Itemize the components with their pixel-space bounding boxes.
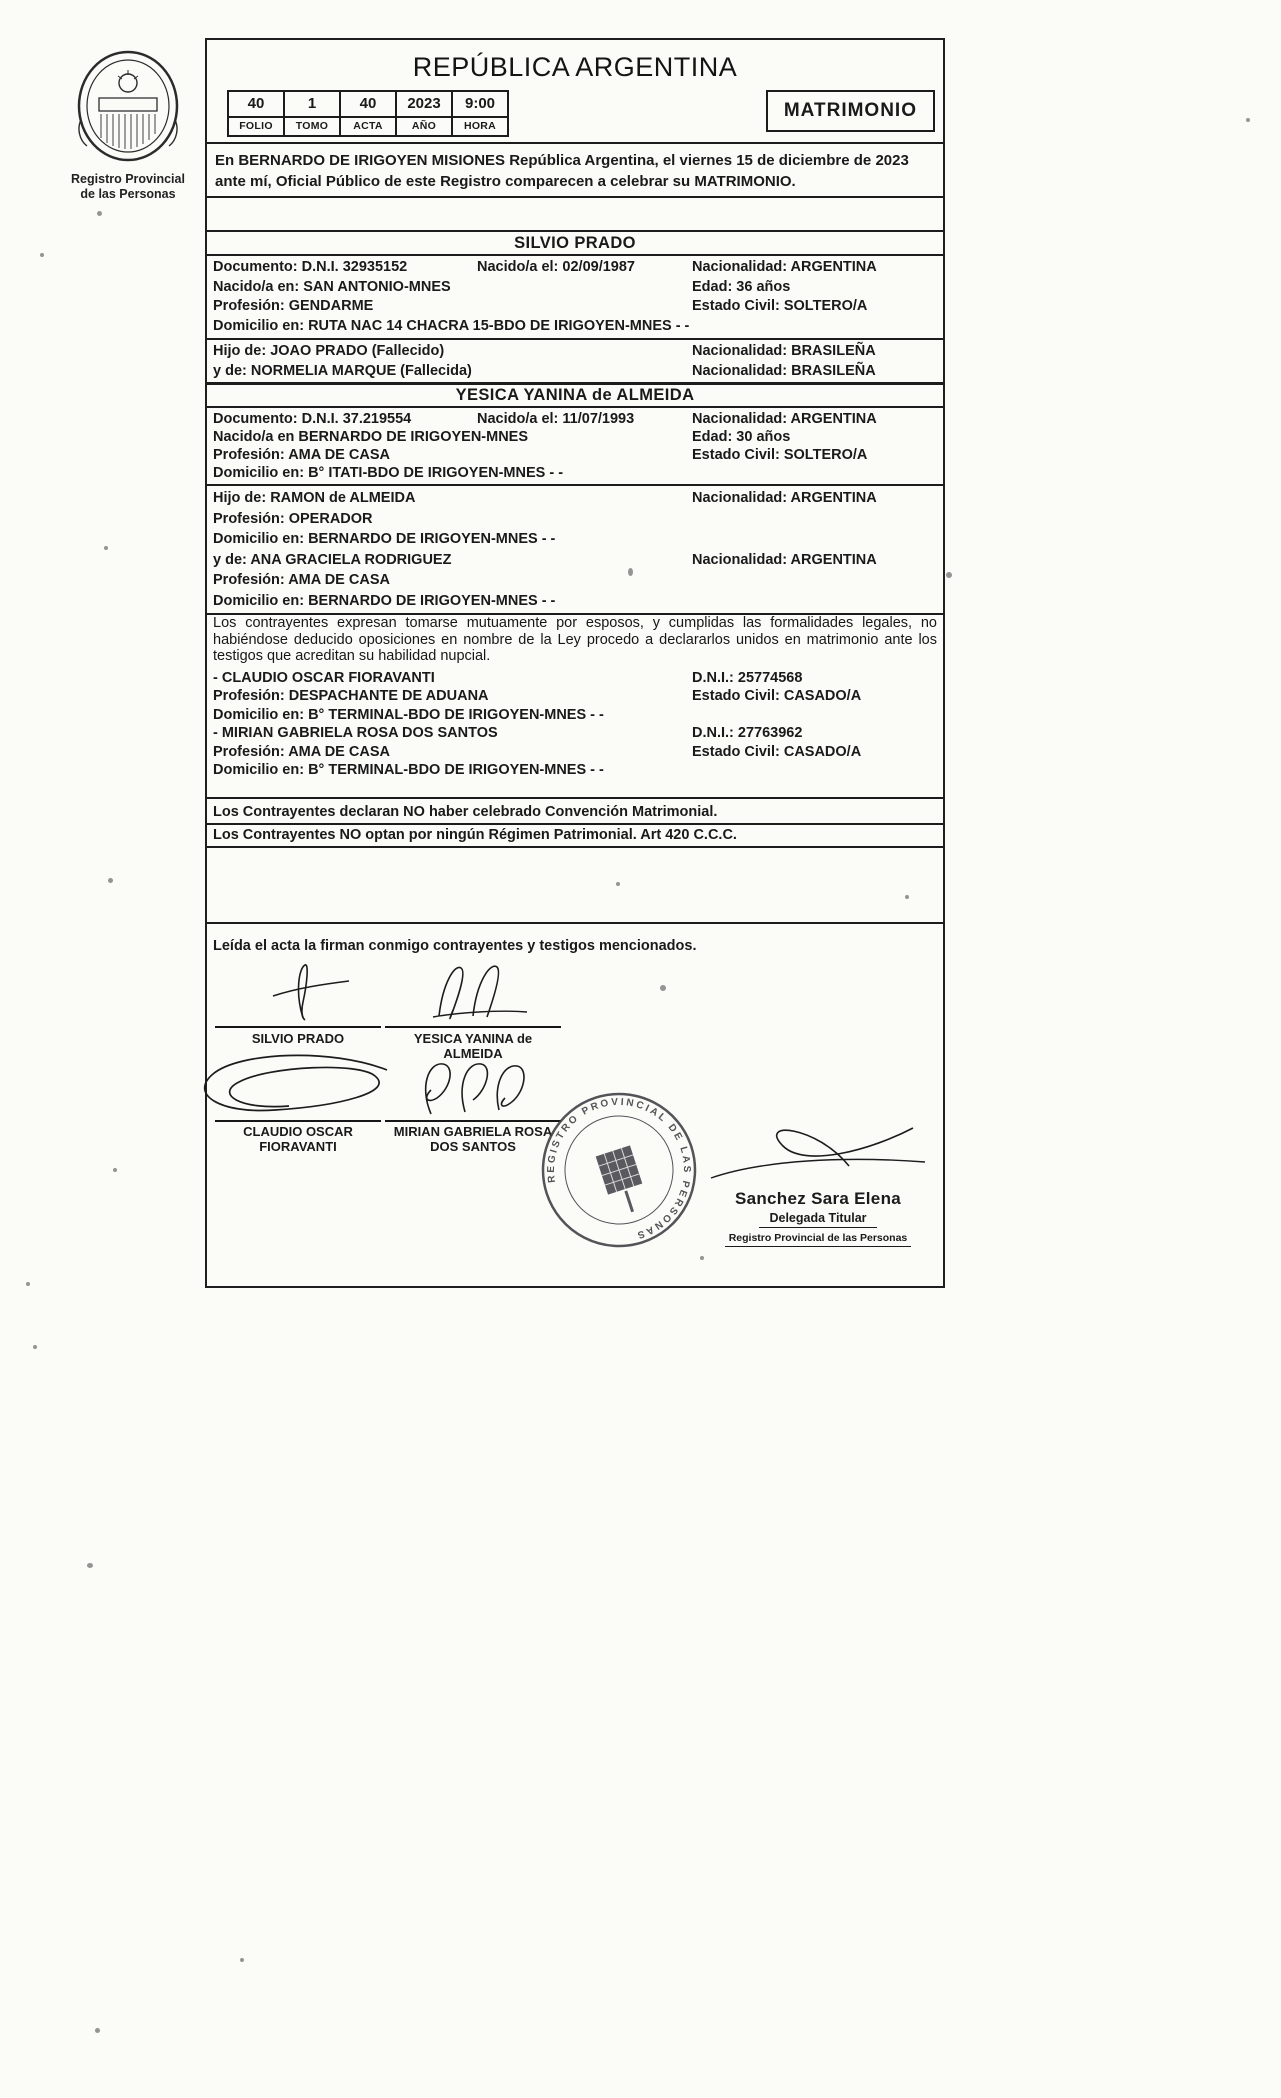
hora-label: HORA — [463, 120, 497, 132]
anio-cell — [397, 92, 453, 135]
witness-domicilio: Domicilio en: B° TERMINAL-BDO DE IRIGOYEN-MNES - - — [213, 706, 604, 723]
bride-parents — [207, 484, 943, 613]
doc-field: Nacionalidad: ARGENTINA — [692, 259, 877, 275]
speck — [905, 895, 909, 899]
doc-field: Domicilio en: RUTA NAC 14 CHACRA 15-BDO DE IRIGOYEN-MNES - - — [213, 317, 690, 334]
signatures-area — [207, 960, 943, 1286]
seal-caption-line1: Registro Provincial — [71, 172, 185, 186]
doc-field: Nacionalidad: ARGENTINA — [692, 411, 877, 427]
doc-row — [213, 488, 937, 509]
doc-field: y de: NORMELIA MARQUE (Fallecida) — [213, 362, 472, 379]
doc-field: Documento: D.N.I. 37.219554 — [213, 411, 412, 427]
doc-row — [213, 446, 937, 464]
provincial-seal — [70, 50, 186, 202]
speck — [97, 211, 102, 216]
groom-section — [207, 230, 943, 385]
signature-name: CLAUDIO OSCAR — [243, 1124, 353, 1139]
signature-name: ALMEIDA — [443, 1046, 503, 1061]
intro-paragraph: En BERNARDO DE IRIGOYEN MISIONES República Argentina, el viernes 15 de diciembre de 2023 ante mí, Oficial Público de este Registro comparecen a celebrar su MATRIMONIO. — [207, 142, 943, 198]
doc-field: Nacionalidad: ARGENTINA — [692, 490, 877, 506]
signature-line — [215, 1120, 381, 1122]
speck — [1246, 118, 1250, 122]
speck — [660, 985, 666, 991]
speck — [95, 2028, 100, 2033]
speck — [240, 1958, 244, 1962]
tomo-value: 1 — [285, 92, 339, 118]
signature-name: YESICA YANINA de — [413, 1031, 533, 1046]
signature-name: FIORAVANTI — [259, 1139, 337, 1154]
bride-rows — [207, 408, 943, 484]
official-signature-block — [699, 1118, 937, 1247]
witness-domicilio: Domicilio en: B° TERMINAL-BDO DE IRIGOYEN-MNES - - — [213, 762, 604, 778]
speck — [40, 253, 44, 257]
doc-field: Nacido/a en: SAN ANTONIO-MNES — [213, 278, 451, 295]
witness-name: - CLAUDIO OSCAR FIORAVANTI — [213, 669, 435, 686]
tomo-label: TOMO — [295, 120, 329, 132]
signature-line — [385, 1026, 561, 1028]
speck — [26, 1282, 30, 1286]
bride-signature-icon — [409, 962, 539, 1024]
doc-row — [213, 570, 937, 591]
doc-row — [213, 278, 937, 298]
provincial-seal-icon — [75, 50, 181, 164]
doc-field: Profesión: OPERADOR — [213, 510, 373, 527]
signature-witness1 — [215, 1054, 381, 1164]
doc-field: Profesión: AMA DE CASA — [213, 447, 390, 463]
witness-row — [213, 687, 937, 706]
signature-name: DOS SANTOS — [430, 1139, 516, 1154]
doc-field: Domicilio en: BERNARDO DE IRIGOYEN-MNES - - — [213, 531, 556, 547]
signature-line — [215, 1026, 381, 1028]
groom-parents — [207, 338, 943, 383]
doc-row — [213, 591, 937, 612]
page-title: REPÚBLICA ARGENTINA — [412, 52, 738, 82]
groom-signature-icon — [245, 960, 365, 1024]
doc-field: Nacionalidad: BRASILEÑA — [692, 362, 876, 379]
doc-field: Nacido/a el: 11/07/1993 — [477, 411, 635, 427]
witness-profession: Profesión: DESPACHANTE DE ADUANA — [213, 688, 489, 704]
declaration-paragraph: Los contrayentes expresan tomarse mutuamente por esposos, y cumplidas las formalidades legales, no habiéndose deducido oposiciones en nombre de la Ley procedo a declararlos unidos en matrimonio ante los testigos que acreditan su habilidad nupcial. — [213, 615, 937, 664]
acta-cell — [341, 92, 397, 135]
speck — [113, 1168, 117, 1172]
speck — [616, 882, 620, 886]
speck — [946, 572, 952, 578]
certificate-header — [207, 40, 943, 142]
doc-field: Nacionalidad: ARGENTINA — [692, 551, 877, 568]
doc-field: Nacido/a en BERNARDO DE IRIGOYEN-MNES — [213, 429, 529, 445]
doc-field: Domicilio en: B° ITATI-BDO DE IRIGOYEN-MNES - - — [213, 465, 564, 481]
doc-field: y de: ANA GRACIELA RODRIGUEZ — [213, 551, 452, 568]
official-signature-icon — [699, 1118, 937, 1184]
tomo-cell — [285, 92, 341, 135]
certificate-body — [205, 38, 945, 1288]
groom-name-heading: SILVIO PRADO — [207, 232, 943, 256]
declaration-witnesses-section — [207, 612, 943, 799]
doc-field: Hijo de: RAMON de ALMEIDA — [213, 490, 416, 506]
folio-value: 40 — [229, 92, 283, 118]
official-title: Delegada Titular — [759, 1210, 876, 1228]
witness-row — [213, 669, 937, 688]
official-org: Registro Provincial de las Personas — [725, 1232, 912, 1247]
witness-row — [213, 743, 937, 762]
hora-cell — [453, 92, 507, 135]
folio-table — [227, 90, 509, 137]
hora-value: 9:00 — [453, 92, 507, 118]
doc-row — [213, 550, 937, 571]
doc-field: Documento: D.N.I. 32935152 — [213, 259, 408, 275]
witness-row — [213, 724, 937, 743]
folio-label: FOLIO — [239, 120, 273, 132]
doc-row — [213, 342, 937, 362]
doc-field: Hijo de: JOAO PRADO (Fallecido) — [213, 343, 445, 359]
anio-label: AÑO — [411, 120, 437, 132]
acta-value: 40 — [341, 92, 395, 118]
speck — [700, 1256, 704, 1260]
doc-field: Profesión: AMA DE CASA — [213, 572, 390, 588]
closing-paragraph: Leída el acta la firman conmigo contrayentes y testigos mencionados. — [213, 938, 697, 954]
doc-type-badge: MATRIMONIO — [766, 90, 935, 132]
doc-row — [213, 529, 937, 550]
witness-name: - MIRIAN GABRIELA ROSA DOS SANTOS — [213, 725, 498, 741]
doc-field: Domicilio en: BERNARDO DE IRIGOYEN-MNES - - — [213, 592, 556, 609]
signature-name: SILVIO PRADO — [251, 1031, 345, 1046]
witness-estado: Estado Civil: CASADO/A — [692, 688, 862, 704]
statement-regimen: Los Contrayentes NO optan por ningún Régimen Patrimonial. Art 420 C.C.C. — [207, 825, 943, 848]
bride-name-heading: YESICA YANINA de ALMEIDA — [207, 384, 943, 408]
witness-estado: Estado Civil: CASADO/A — [692, 743, 862, 760]
stamp-center-emblem — [596, 1145, 650, 1217]
doc-field: Profesión: GENDARME — [213, 298, 374, 314]
doc-field: Nacido/a el: 02/09/1987 — [477, 259, 635, 275]
doc-field: Estado Civil: SOLTERO/A — [692, 447, 868, 463]
folio-cell — [229, 92, 285, 135]
doc-field: Estado Civil: SOLTERO/A — [692, 298, 868, 314]
doc-row — [213, 258, 937, 278]
doc-row — [213, 317, 937, 337]
seal-caption-line2: de las Personas — [80, 187, 176, 201]
doc-field: Edad: 36 años — [692, 278, 791, 295]
signature-name: MIRIAN GABRIELA ROSA — [393, 1124, 553, 1139]
speck — [628, 568, 633, 576]
doc-row — [213, 297, 937, 317]
witness-dni: D.N.I.: 27763962 — [692, 725, 803, 741]
witness-row — [213, 761, 937, 780]
anio-value: 2023 — [397, 92, 451, 118]
witness-profession: Profesión: AMA DE CASA — [213, 743, 390, 760]
witness-row — [213, 706, 937, 725]
doc-field: Edad: 30 años — [692, 429, 791, 445]
doc-row — [213, 428, 937, 446]
speck — [108, 878, 113, 883]
witness2-signature-icon — [393, 1056, 553, 1120]
doc-field: Nacionalidad: BRASILEÑA — [692, 343, 876, 359]
stamp-ring-text: REGISTRO PROVINCIAL DE LAS PERSONAS — [545, 1096, 693, 1241]
doc-row — [213, 362, 937, 382]
doc-row — [213, 410, 937, 428]
speck — [104, 546, 108, 550]
empty-section — [207, 848, 943, 924]
doc-row — [213, 509, 937, 530]
witnesses — [207, 665, 943, 780]
seal-caption — [70, 172, 186, 202]
speck — [87, 1563, 93, 1568]
doc-row — [213, 464, 937, 482]
acta-label: ACTA — [353, 120, 383, 132]
statement-convencion: Los Contrayentes declaran NO haber celebrado Convención Matrimonial. — [207, 802, 943, 825]
witness-dni: D.N.I.: 25774568 — [692, 669, 803, 686]
speck — [33, 1345, 37, 1349]
bride-section — [207, 382, 943, 615]
official-name: Sanchez Sara Elena — [734, 1189, 902, 1208]
groom-rows — [207, 256, 943, 338]
